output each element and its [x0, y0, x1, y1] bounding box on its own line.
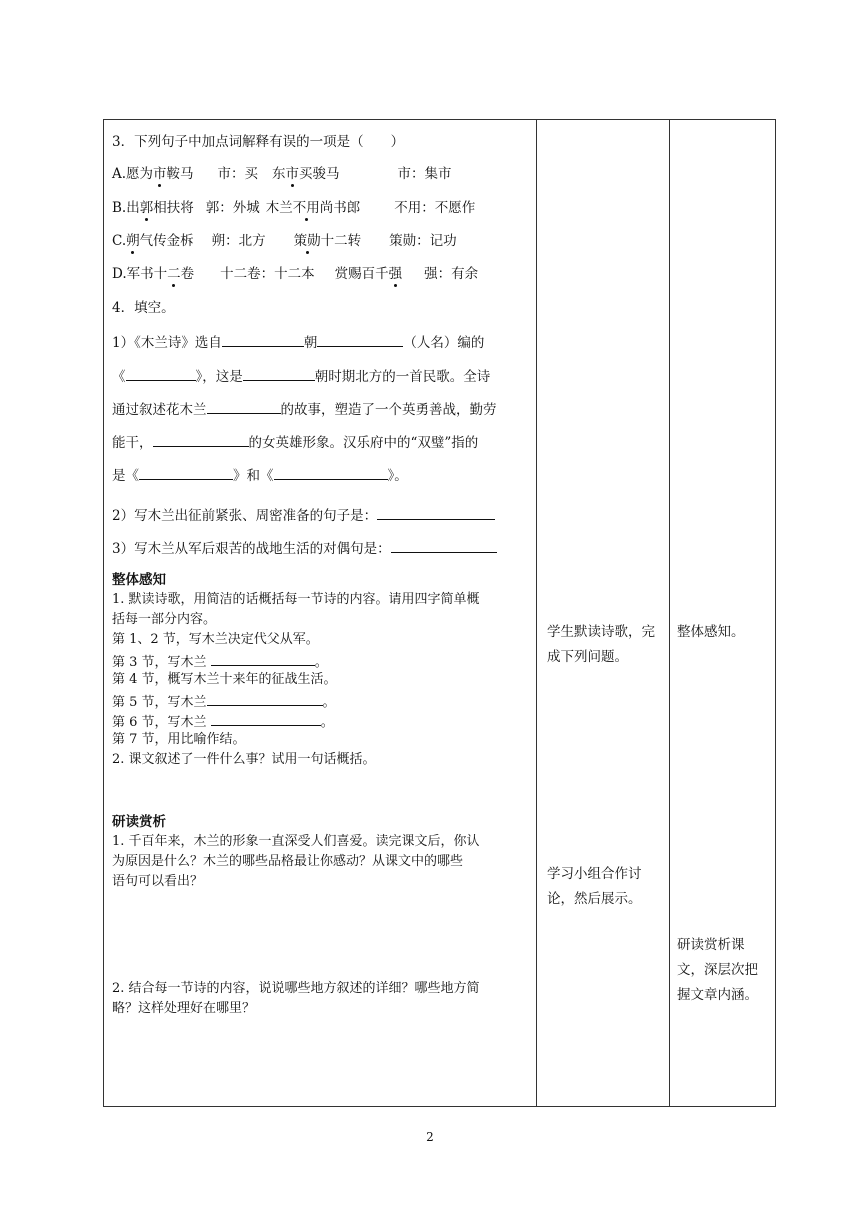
study-q2-line-a: 2. 结合每一节诗的内容，说说哪些地方叙述的详细？哪些地方简 — [112, 981, 480, 996]
answer-blank[interactable] — [207, 691, 323, 706]
answer-blank[interactable] — [126, 366, 196, 381]
q3-option-d: D.军书十二卷 十二卷：十二本 赏赐百千强 强：有余 — [112, 266, 479, 282]
study-q1-line-c: 语句可以看出？ — [112, 874, 204, 889]
q3-option-c: C.朔气传金柝 朔：北方 策勋十二转 策勋：记功 — [112, 233, 457, 249]
q4-line-4: 能干， 的女英雄形象。汉乐府中的“双璧”指的 — [112, 432, 478, 452]
answer-blank[interactable] — [391, 538, 497, 553]
answer-blank[interactable] — [153, 432, 249, 447]
student-activity-2: 学习小组合作讨 论，然后展示。 — [547, 866, 642, 907]
content-column — [104, 120, 536, 1106]
dotted-word: 郭 — [139, 200, 154, 216]
q4-line-5: 是《 》和《 》。 — [112, 465, 408, 485]
dotted-word: 朔 — [126, 233, 140, 249]
design-intent-1: 整体感知。 — [677, 624, 745, 640]
section-summary-4: 第 4 节，概写木兰十来年的征战生活。 — [112, 672, 337, 687]
q4-line-1: 1）《木兰诗》选自 朝 （人名）编的 — [112, 332, 484, 352]
answer-blank[interactable] — [377, 505, 495, 520]
answer-blank[interactable] — [222, 332, 304, 347]
q3-stem: 3．下列句子中加点词解释有误的一项是（ ） — [112, 134, 405, 150]
answer-blank[interactable] — [207, 399, 281, 414]
dotted-word: 不用 — [292, 200, 320, 216]
section-heading-study: 研读赏析 — [112, 814, 166, 830]
overall-q1-line-b: 括每一部分内容。 — [112, 612, 217, 627]
section-summary-5: 第 5 节，写木兰 。 — [112, 691, 336, 712]
dotted-word: 市 — [285, 166, 300, 182]
study-q1-line-a: 1. 千百年来，木兰的形象一直深受人们喜爱。读完课文后，你认 — [112, 834, 480, 849]
section-summary-7: 第 7 节，用比喻作结。 — [112, 732, 246, 747]
dotted-word: 强 — [388, 266, 403, 282]
q4-stem: 4．填空。 — [112, 300, 175, 316]
q3-option-a: A.愿为市鞍马 市：买 东市买骏马 市：集市 — [112, 166, 452, 182]
q4-line-7: 3）写木兰从军后艰苦的战地生活的对偶句是： — [112, 538, 497, 558]
q4-line-2: 《 》，这是 朝时期北方的一首民歌。全诗 — [112, 366, 490, 386]
dotted-word: 市 — [153, 166, 167, 182]
answer-blank[interactable] — [211, 651, 315, 666]
design-intent-2: 研读赏析课 文，深层次把 握文章内涵。 — [677, 937, 758, 1003]
study-q1-line-b: 为原因是什么？木兰的哪些品格最让你感动？从课文中的哪些 — [112, 854, 464, 869]
study-q2-line-b: 略？这样处理好在哪里？ — [112, 1001, 256, 1016]
overall-q1-line-a: 1. 默读诗歌，用简洁的话概括每一节诗的内容。请用四字简单概 — [112, 592, 480, 607]
section-summary-1-2: 第 1、2 节，写木兰决定代父从军。 — [112, 632, 319, 647]
q4-line-6: 2）写木兰出征前紧张、周密准备的句子是： — [112, 505, 495, 525]
lesson-table — [103, 119, 776, 1107]
answer-blank[interactable] — [139, 465, 233, 480]
column-divider — [536, 120, 537, 1106]
answer-blank[interactable] — [317, 332, 403, 347]
section-heading-overall: 整体感知 — [112, 572, 166, 588]
dotted-word: 十二卷 — [153, 266, 195, 282]
section-summary-6: 第 6 节，写木兰 。 — [112, 711, 334, 732]
q4-line-3: 通过叙述花木兰 的故事，塑造了一个英勇善战，勤劳 — [112, 399, 497, 419]
answer-blank[interactable] — [274, 465, 388, 480]
answer-blank[interactable] — [243, 366, 315, 381]
page-number: 2 — [426, 1130, 434, 1144]
answer-blank[interactable] — [211, 711, 321, 726]
dotted-word: 策勋 — [293, 233, 321, 249]
student-activity-1: 学生默读诗歌，完 成下列问题。 — [547, 624, 655, 665]
section-summary-3: 第 3 节，写木兰 。 — [112, 651, 328, 672]
overall-q2: 2. 课文叙述了一件什么事？试用一句话概括。 — [112, 752, 376, 767]
q3-option-b: B.出郭相扶将 郭：外城 木兰不用尚书郎 不用：不愿作 — [112, 200, 476, 216]
column-divider — [669, 120, 670, 1106]
